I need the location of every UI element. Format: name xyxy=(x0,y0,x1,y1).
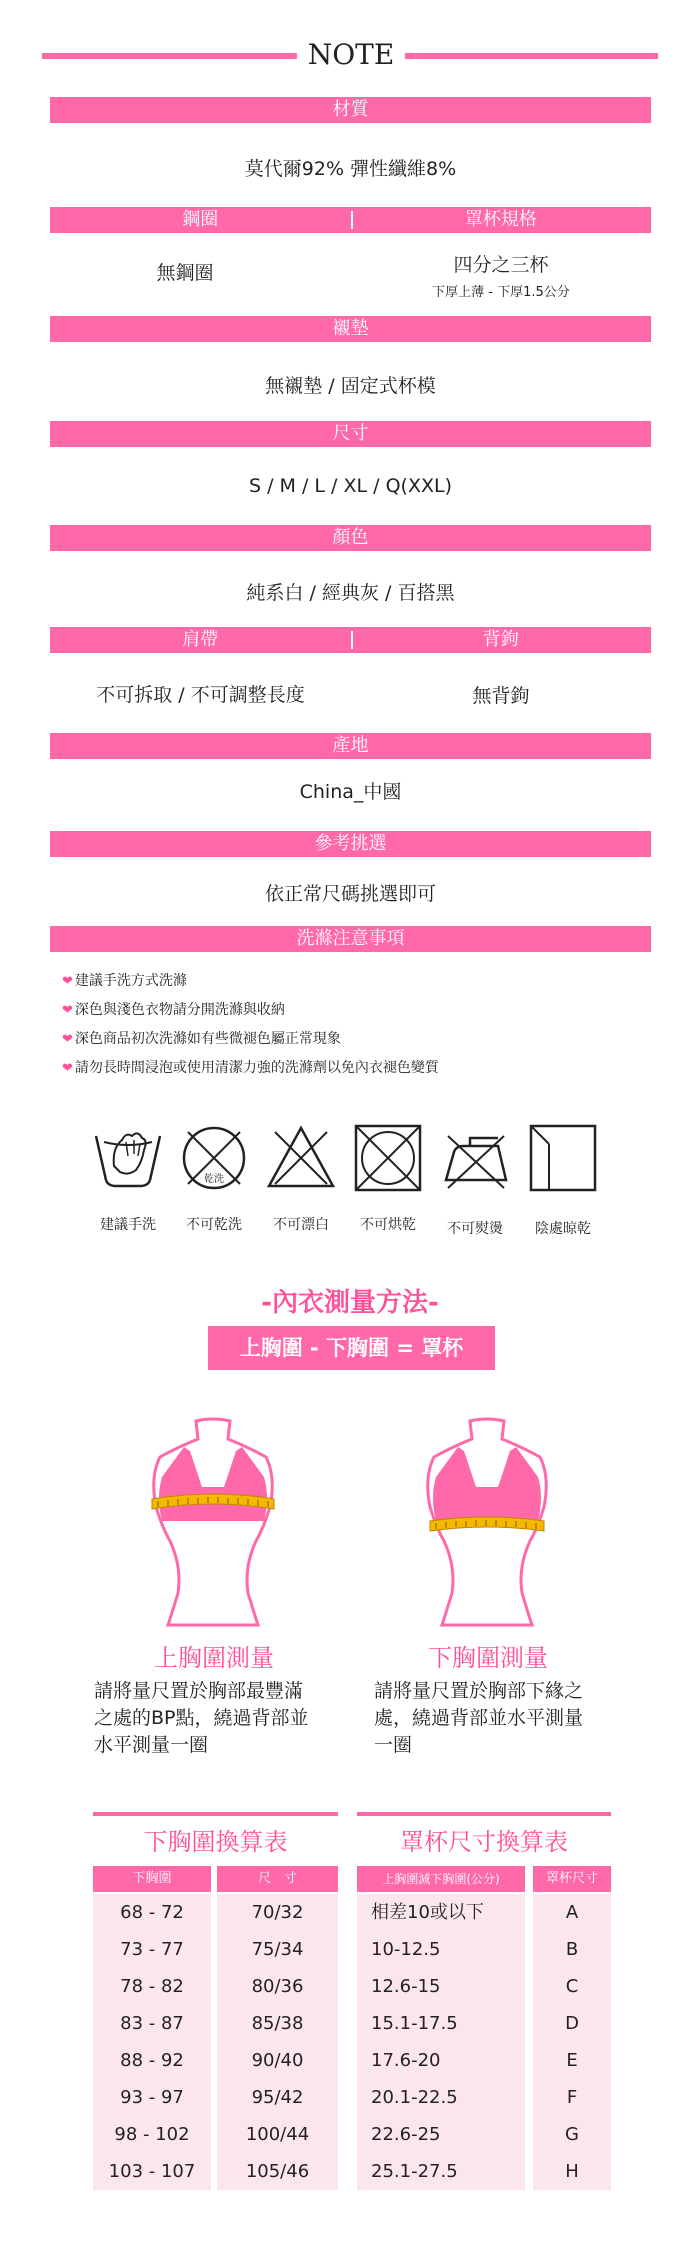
table-cell: 95/42 xyxy=(251,2087,304,2108)
table-cell: 15.1-17.5 xyxy=(371,2013,458,2034)
material-header: 材質 xyxy=(50,97,651,123)
table-cell: 25.1-27.5 xyxy=(371,2161,458,2182)
care-label: 不可乾洗 xyxy=(186,1217,242,1233)
heart-icon: ❤ xyxy=(62,1032,73,1047)
upper-bust-desc: 請將量尺置於胸部最豐滿 之處的BP點，繞過背部並 水平測量一圈 xyxy=(94,1680,309,1756)
washing-header: 洗滌注意事項 xyxy=(50,926,651,952)
table-cell: 相差10或以下 xyxy=(371,1902,484,1923)
cup-table-title: 罩杯尺寸換算表 xyxy=(400,1828,568,1856)
washing-item: ❤ 建議手洗方式洗滌 xyxy=(62,973,187,989)
hook-value: 無背鉤 xyxy=(472,685,530,707)
table-cell: G xyxy=(565,2124,579,2145)
table-cell: C xyxy=(565,1976,579,1997)
table-cell: 70/32 xyxy=(251,1902,304,1923)
no-iron-icon xyxy=(440,1122,512,1194)
table-cell: 90/40 xyxy=(251,2050,304,2071)
size-value: S / M / L / XL / Q(XXL) xyxy=(249,475,452,497)
underbust-header-size: 尺 寸 xyxy=(217,1866,338,1892)
table-cell: 20.1-22.5 xyxy=(371,2087,458,2108)
wire-cup-header xyxy=(50,207,651,233)
strap-value: 不可拆取 / 不可調整長度 xyxy=(96,684,305,706)
cup-header-size: 罩杯尺寸 xyxy=(533,1866,611,1892)
no-bleach-icon xyxy=(265,1122,337,1194)
washing-item: ❤ 請勿長時間浸泡或使用清潔力強的洗滌劑以免內衣褪色變質 xyxy=(62,1060,439,1076)
measure-title: -內衣測量方法- xyxy=(261,1288,439,1318)
care-label: 不可熨燙 xyxy=(447,1221,503,1237)
heart-icon: ❤ xyxy=(62,1003,73,1018)
table-cell: 105/46 xyxy=(245,2161,310,2182)
table-cell: 12.6-15 xyxy=(371,1976,441,1997)
material-value: 莫代爾92% 彈性纖維8% xyxy=(244,158,457,180)
heart-icon: ❤ xyxy=(62,1061,73,1076)
table-cell: 85/38 xyxy=(251,2013,304,2034)
hook-header: 背鉤 xyxy=(482,629,519,650)
table-cell: A xyxy=(565,1902,579,1923)
upper-bust-title: 上胸圍測量 xyxy=(154,1644,274,1672)
lower-bust-desc: 請將量尺置於胸部下緣之 處，繞過背部並水平測量 一圈 xyxy=(374,1680,584,1756)
table-cell: 98 - 102 xyxy=(114,2124,190,2145)
table-cell: H xyxy=(565,2161,579,2182)
cup-header: 罩杯規格 xyxy=(464,209,537,230)
strap-hook-header xyxy=(50,627,651,653)
cup-sub: 下厚上薄 - 下厚1.5公分 xyxy=(432,285,570,300)
care-label: 不可漂白 xyxy=(273,1217,329,1233)
underbust-size-column xyxy=(217,1894,338,2190)
care-label: 建議手洗 xyxy=(100,1217,156,1233)
color-value: 純系白 / 經典灰 / 百搭黑 xyxy=(246,582,455,604)
underbust-table-title: 下胸圍換算表 xyxy=(143,1828,288,1856)
lower-bust-title: 下胸圍測量 xyxy=(428,1644,548,1672)
hand-wash-icon xyxy=(92,1122,164,1194)
table-cell: D xyxy=(565,2013,579,2034)
underbust-range-column xyxy=(93,1894,211,2190)
note-title-line-right xyxy=(405,53,658,59)
table-cell: 83 - 87 xyxy=(120,2013,184,2034)
shade-dry-icon xyxy=(527,1122,599,1194)
cup-size-column xyxy=(533,1894,611,2190)
heart-icon: ❤ xyxy=(62,974,73,989)
table-cell: 100/44 xyxy=(245,2124,310,2145)
underbust-header-range: 下胸圍 xyxy=(93,1866,211,1892)
lower-bust-figure xyxy=(412,1417,562,1629)
no-tumble-dry-icon xyxy=(352,1122,424,1194)
reference-value: 依正常尺碼挑選即可 xyxy=(264,883,436,905)
origin-value: China_中國 xyxy=(299,781,402,803)
measure-formula: 上胸圍 - 下胸圍 = 罩杯 xyxy=(208,1326,495,1370)
cup-diff-column xyxy=(357,1894,525,2190)
table-cell: 93 - 97 xyxy=(120,2087,184,2108)
table-cell: 73 - 77 xyxy=(120,1939,184,1960)
table-cell: E xyxy=(566,2050,578,2071)
upper-bust-figure xyxy=(138,1417,288,1629)
table-cell: F xyxy=(566,2087,578,2108)
cup-value: 四分之三杯 xyxy=(453,254,549,276)
no-dry-clean-icon xyxy=(178,1122,250,1194)
washing-item: ❤ 深色與淺色衣物請分開洗滌與收納 xyxy=(62,1002,285,1018)
wire-header: 鋼圈 xyxy=(182,209,219,230)
note-title: NOTE xyxy=(307,38,395,71)
color-header: 顏色 xyxy=(50,525,651,551)
table-cell: 10-12.5 xyxy=(371,1939,441,1960)
care-label: 陰處晾乾 xyxy=(535,1221,591,1237)
padding-header: 襯墊 xyxy=(50,316,651,342)
size-header: 尺寸 xyxy=(50,421,651,447)
table-cell: 80/36 xyxy=(251,1976,304,1997)
origin-header: 產地 xyxy=(50,733,651,759)
note-title-line-left xyxy=(42,53,297,59)
wire-value: 無鋼圈 xyxy=(156,262,214,284)
cup-table-line xyxy=(357,1812,611,1816)
padding-value: 無襯墊 / 固定式杯模 xyxy=(265,375,436,397)
no-dry-clean-inner-text: 乾洗 xyxy=(204,1174,224,1185)
table-cell: 88 - 92 xyxy=(120,2050,184,2071)
table-cell: 75/34 xyxy=(251,1939,304,1960)
table-cell: 22.6-25 xyxy=(371,2124,441,2145)
reference-header: 參考挑選 xyxy=(50,831,651,857)
cup-header-diff: 上胸圍減下胸圍(公分) xyxy=(357,1866,525,1892)
underbust-table-line xyxy=(93,1812,338,1816)
strap-header: 肩帶 xyxy=(182,629,219,650)
washing-item: ❤ 深色商品初次洗滌如有些微褪色屬正常現象 xyxy=(62,1031,341,1047)
care-label: 不可烘乾 xyxy=(360,1217,416,1233)
table-cell: 17.6-20 xyxy=(371,2050,441,2071)
table-cell: 103 - 107 xyxy=(108,2161,196,2182)
table-cell: 68 - 72 xyxy=(120,1902,184,1923)
table-cell: B xyxy=(565,1939,579,1960)
table-cell: 78 - 82 xyxy=(120,1976,184,1997)
